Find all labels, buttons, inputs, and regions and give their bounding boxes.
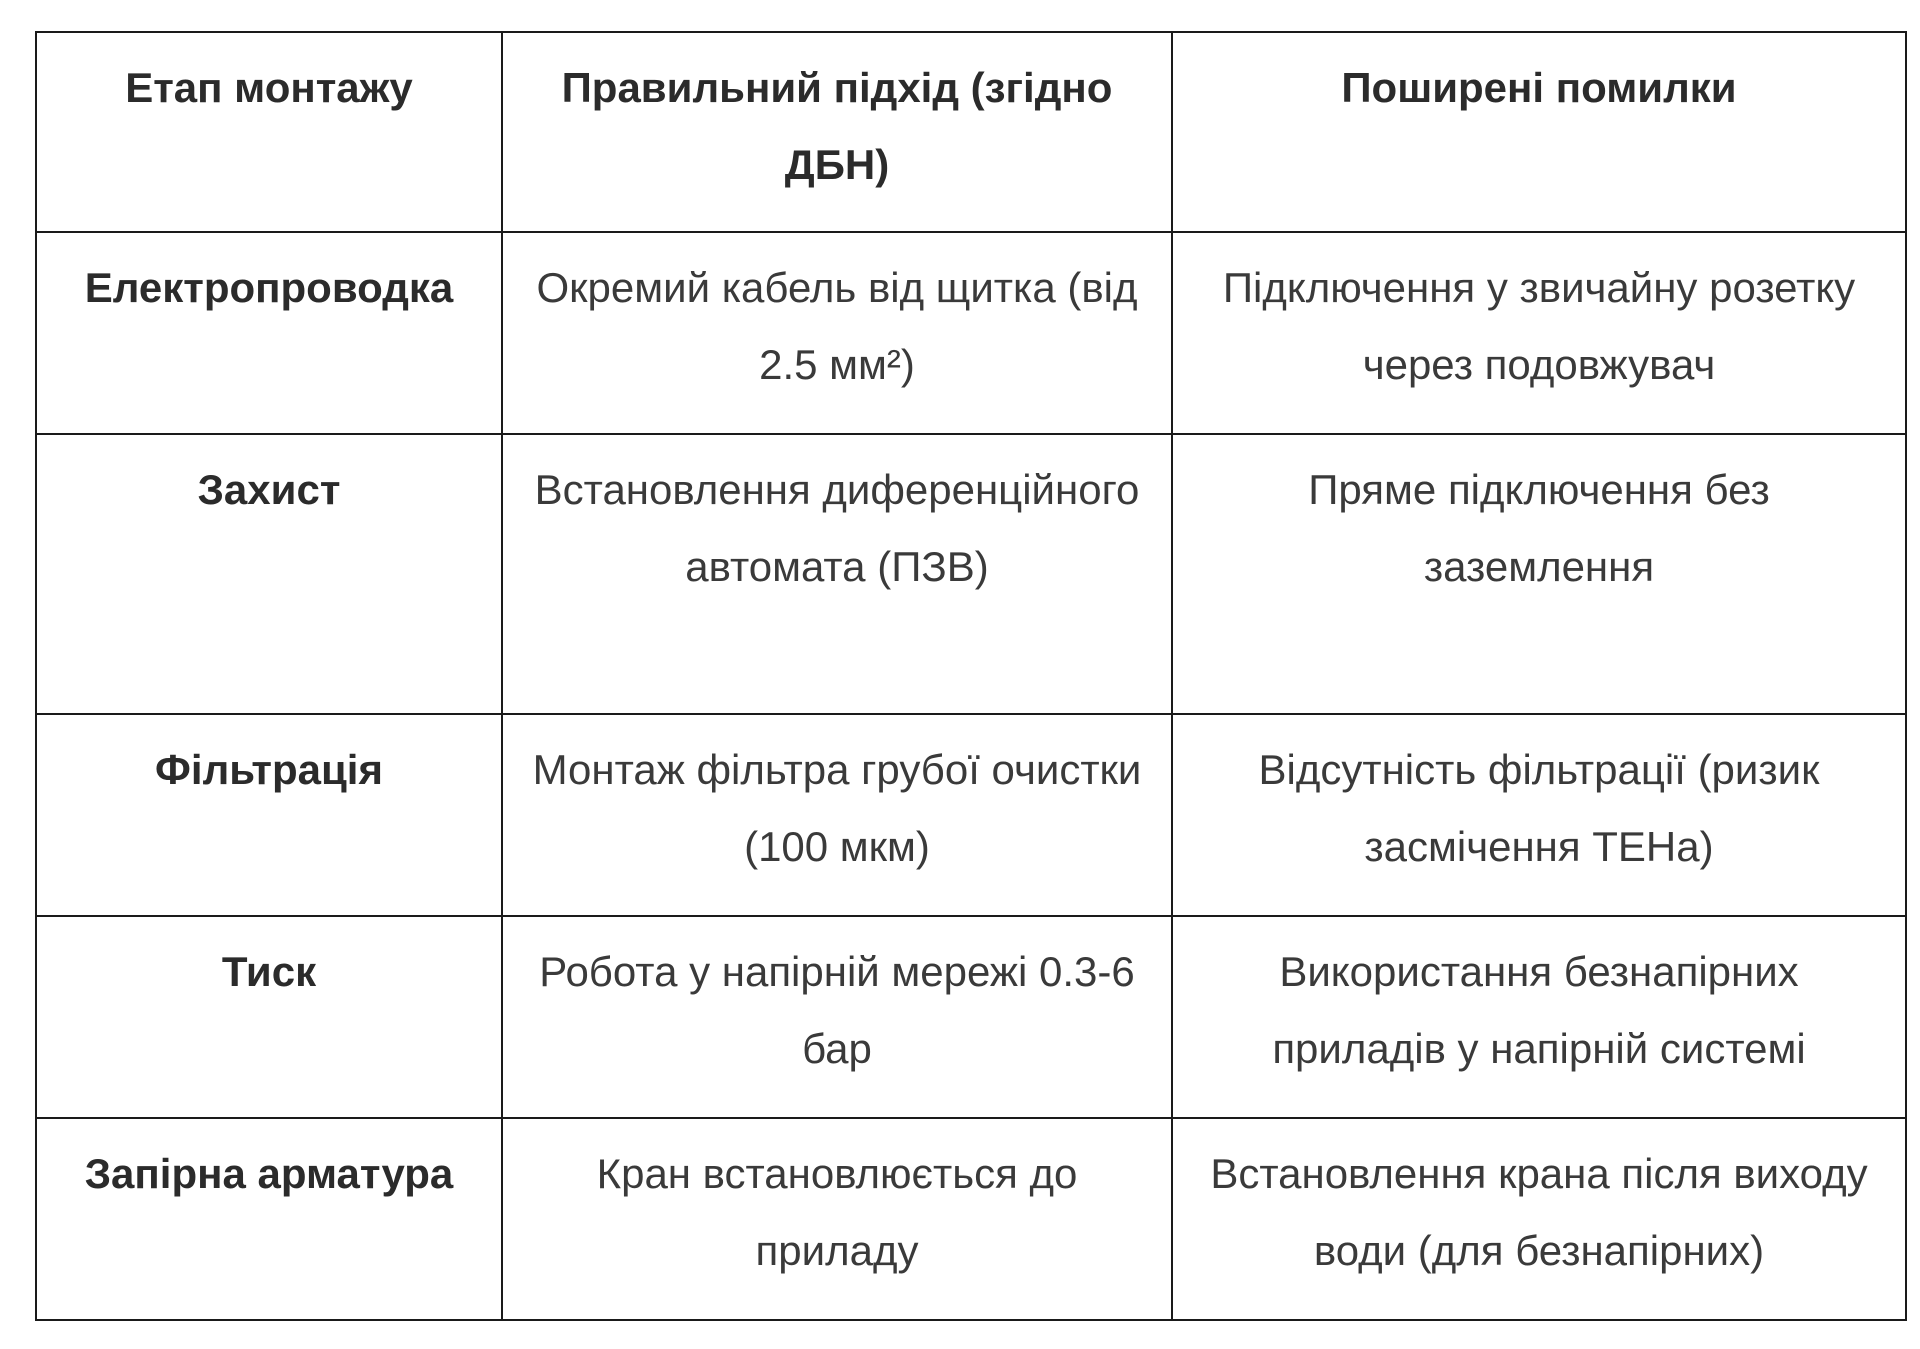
row-correct-cell: Монтаж фільтра грубої очистки (100 мкм)	[502, 714, 1172, 916]
header-common-mistakes: Поширені помилки	[1172, 32, 1906, 232]
installation-comparison-table	[35, 31, 1907, 1321]
row-stage-cell: Захист	[36, 434, 502, 714]
row-mistakes-cell: Відсутність фільтрації (ризик засмічення ТЕНа)	[1172, 714, 1906, 916]
table-row	[36, 1118, 1906, 1320]
header-stage: Етап монтажу	[36, 32, 502, 232]
comparison-table-container	[35, 31, 1907, 1321]
table-row	[36, 232, 1906, 434]
row-correct-cell: Встановлення диференційного автомата (ПЗВ)	[502, 434, 1172, 714]
row-mistakes-cell: Пряме підключення без заземлення	[1172, 434, 1906, 714]
row-stage-cell: Фільтрація	[36, 714, 502, 916]
row-stage-cell: Електропроводка	[36, 232, 502, 434]
row-mistakes-cell: Підключення у звичайну розетку через подовжувач	[1172, 232, 1906, 434]
row-stage-cell: Запірна арматура	[36, 1118, 502, 1320]
row-mistakes-cell: Встановлення крана після виходу води (для безнапірних)	[1172, 1118, 1906, 1320]
table-header-row	[36, 32, 1906, 232]
row-correct-cell: Окремий кабель від щитка (від 2.5 мм²)	[502, 232, 1172, 434]
table-row	[36, 916, 1906, 1118]
row-mistakes-cell: Використання безнапірних приладів у напірній системі	[1172, 916, 1906, 1118]
table-row	[36, 434, 1906, 714]
table-row	[36, 714, 1906, 916]
row-stage-cell: Тиск	[36, 916, 502, 1118]
row-correct-cell: Робота у напірній мережі 0.3-6 бар	[502, 916, 1172, 1118]
header-correct-approach: Правильний підхід (згідно ДБН)	[502, 32, 1172, 232]
row-correct-cell: Кран встановлюється до приладу	[502, 1118, 1172, 1320]
